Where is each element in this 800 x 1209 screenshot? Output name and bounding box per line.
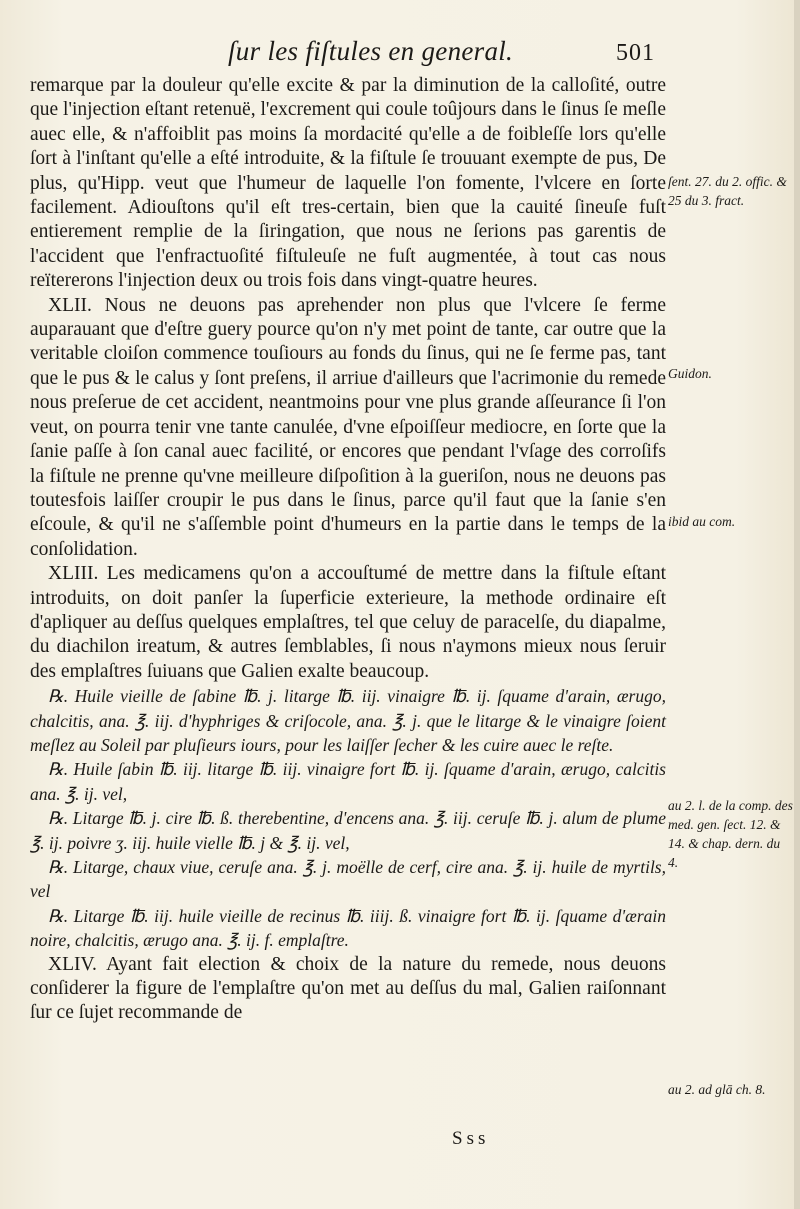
margin-note-4: au 2. l. de la comp. des med. gen. ſect. 12. & 14. & chap. dern. du 4. — [668, 798, 793, 870]
recipe-1: ℞. Huile vieille de ſabine ℔. j. litarge ℔. iij. vinaigre ℔. ij. ſquame d'arain, ærugo, chalcitis, ana. ℥. iij. d'hyphriges & criſocole, ana. ℥. j. que le litarge & le vinaigre ſoient meſlez au Soleil par pluſieurs iours, pour les laiſſer ſecher & les cuire auec le reſte. — [30, 686, 666, 755]
paragraph-continuation: remarque par la douleur qu'elle excite & par la diminution de la calloſité, outre que l'injection eſtant retenuë, l'excrement qui coule toûjours dans le ſinus ſe meſle auec elle, & n'affoiblit pas moins ſa mordacité qu'elle a de foibleſſe lors qu'elle ſort à l'inſtant qu'elle a eſté introduite, & la fiſtule ſe trouuant exempte de pus, De plus, qu'Hipp. veut que l'humeur de laquelle l'on fomente, l'vlcere en ſorte facilement. Adiouſtons qu'il eſt tres-certain, bien que la cauité ſineuſe fuſt entierement remplie de la ſiringation, que nous ne ſerions pas garentis de l'accident que l'enfractuoſité fiſtuleuſe ne fuſt augmentée, à tout cas nous reïtererons l'injection deux ou trois fois dans vingt-quatre heures. — [30, 75, 666, 292]
recipe-2: ℞. Huile ſabin ℔. iij. litarge ℔. iij. vinaigre fort ℔. ij. ſquame d'arain, ærugo, calcitis ana. ℥. ij. vel, — [30, 759, 666, 804]
page-number: 501 — [616, 40, 655, 66]
section-xliv: XLIV. Ayant fait election & choix de la nature du remede, nous deuons conſiderer la figure de l'emplaſtre qu'on met au deſſus du mal, Galien raiſonnant ſur ce ſujet recommande de — [30, 953, 666, 1024]
running-title: ſur les fiſtules en general. — [228, 36, 514, 66]
margin-note-3: ibid au com. — [668, 514, 736, 529]
margin-note-2: Guidon. — [668, 366, 712, 381]
main-text — [30, 74, 666, 1026]
recipe-4: ℞. Litarge, chaux viue, ceruſe ana. ℥. j. moëlle de cerf, cire ana. ℥. ij. huile de myrtils, vel — [30, 857, 666, 902]
page-edge — [794, 0, 800, 1209]
section-xlii: XLII. Nous ne deuons pas aprehender non plus que l'vlcere ſe ferme auparauant que d'eſtre guery pource qu'on n'y met point de tante, car outre que la veritable cloiſon commence touſiours au fonds du ſinus, qui ne ſe ferme pas, tant que le pus & le calus y ſont preſens, il arriue d'ailleurs que l'acrimonie du remede nous preſerue de cet accident, neantmoins pour vne plus grande aſſeurance ſi l'on veut, on pourra tenir vne tante canulée, d'vne eſpoiſſeur mediocre, en ſorte que la ſanie paſſe à ſon canal auec facilité, or encores que pendant l'vſage des corroſifs la fiſtule ne prenne qu'vne meilleure diſpoſition à la gueriſon, nous ne deuons pas toutesfois laiſſer croupir le pus dans le ſinus, parce qu'il faut que la ſanie s'en eſcoule, & qu'il ne s'aſſemble point d'humeurs en la partie dans le temps de la conſolidation. — [30, 294, 666, 560]
margin-note-5: au 2. ad glā ch. 8. — [668, 1082, 766, 1097]
margin-note-1: ſent. 27. du 2. offic. & 25 du 3. fract. — [668, 174, 787, 208]
recipe-5: ℞. Litarge ℔. iij. huile vieille de recinus ℔. iiij. ß. vinaigre fort ℔. ij. ſquame d'ærain noire, chalcitis, ærugo ana. ℥. ij. f. emplaſtre. — [30, 905, 666, 951]
section-xliii: XLIII. Les medicamens qu'on a accouſtumé de mettre dans la fiſtule eſtant introduits, on doit panſer la ſuperficie exterieure, la methode ordinaire eſt d'apliquer au deſſus quelques emplaſtres, tel que celuy de paracelſe, du diapalme, du diachilon ireatum, & autres ſemblables, ſi nous n'aymons mieux nous ſeruir des emplaſtres ſuiuans que Galien exalte beaucoup. — [30, 563, 666, 682]
signature-mark: Sss — [452, 1128, 490, 1149]
running-header — [0, 34, 800, 74]
recipe-3: ℞. Litarge ℔. j. cire ℔. ß. therebentine, d'encens ana. ℥. iij. ceruſe ℔. j. alum de plume ℥. ij. poivre ʒ. iij. huile vielle ℔. j & ℥. ij. vel, — [30, 808, 666, 853]
